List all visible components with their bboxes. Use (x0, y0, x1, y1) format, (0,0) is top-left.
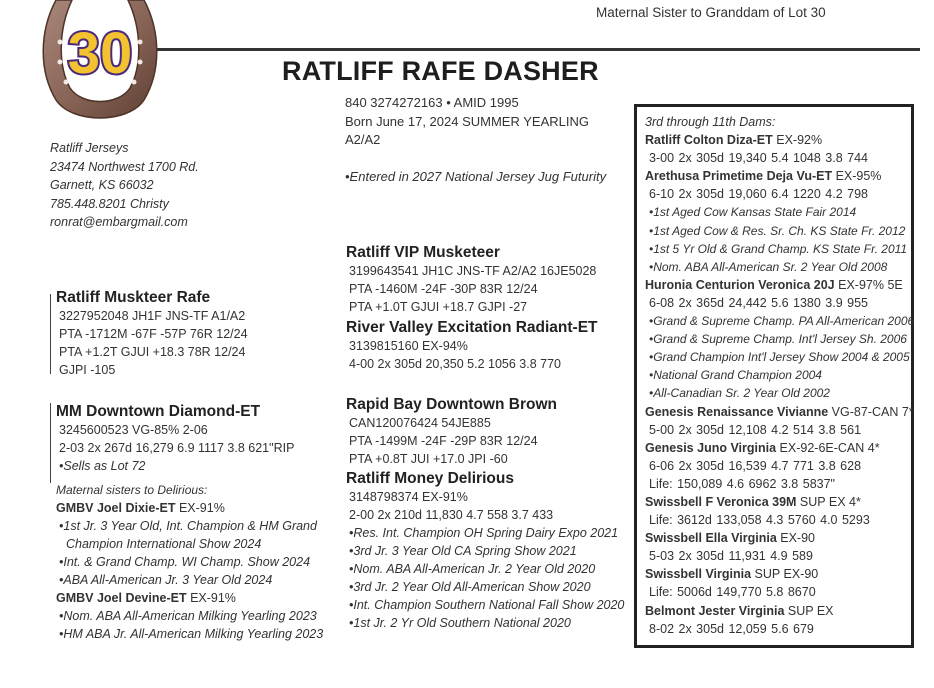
dams-list (645, 131, 915, 638)
dam-sire-name: Rapid Bay Downtown Brown (346, 396, 557, 413)
sire-sire-name: Ratliff VIP Musketeer (346, 244, 500, 261)
sire-sire-line: PTA +1.0T GJUI +18.7 GJPI -27 (349, 300, 528, 314)
sister-bullet: •1st Jr. 3 Year Old, Int. Champion & HM Grand (59, 519, 317, 533)
sire-dam-name: River Valley Excitation Radiant-ET (346, 319, 598, 336)
sire-line: 3227952048 JH1F JNS-TF A1/A2 (59, 309, 246, 323)
sister-name (56, 589, 323, 607)
dam-dam-bullet: •3rd Jr. 3 Year Old CA Spring Show 2021 (349, 544, 577, 558)
ancestor-dam-name-text: Ratliff Colton Diza-ET (645, 133, 773, 148)
sister-name-text: GMBV Joel Dixie-ET (56, 501, 176, 515)
top-note: Maternal Sister to Granddam of Lot 30 (596, 5, 826, 20)
sister-bullet: •Int. & Grand Champ. WI Champ. Show 2024 (59, 555, 311, 569)
breeder-address: 23474 Northwest 1700 Rd. (50, 159, 199, 174)
dam-dam-line: 2-00 2x 210d 11,830 4.7 558 3.7 433 (349, 508, 554, 522)
ancestor-dam-name-text: Huronia Centurion Veronica 20J (645, 277, 835, 292)
maternal-sisters-header: Maternal sisters to Delirious: (56, 483, 208, 497)
dam-sire-line: PTA -1499M -24F -29P 83R 12/24 (349, 434, 538, 448)
dam-sire-line: CAN120076424 54JE885 (349, 416, 491, 430)
breeder-email: ronrat@embargmail.com (50, 215, 188, 229)
lot-horseshoe-badge (38, 0, 162, 135)
sister-name (56, 499, 323, 517)
breeder-phone: 785.448.8201 Christy (50, 196, 169, 211)
ancestor-dam-name-text: Swissbell F Veronica 39M (645, 494, 797, 509)
animal-info (345, 94, 606, 186)
ancestor-dam-accolade: •Grand & Supreme Champ. Int'l Jersey Sh. 2006 (649, 332, 907, 347)
dams-box (634, 104, 914, 648)
sire-line: PTA +1.2T GJUI +18.3 78R 12/24 (59, 345, 246, 359)
birth-line: Born June 17, 2024 SUMMER YEARLING (345, 113, 589, 129)
ancestor-dam-record: Life: 150,089 4.6 6962 3.8 5837" (649, 476, 835, 491)
ancestor-dam-accolade: •National Grand Champion 2004 (649, 368, 822, 383)
dam-line: 2-03 2x 267d 16,279 6.9 1117 3.8 621"RIP (59, 441, 295, 455)
futurity-note: •Entered in 2027 National Jersey Jug Futurity (345, 168, 607, 184)
sire-bracket (50, 294, 51, 374)
ancestor-dam-accolade: •Nom. ABA All-American Sr. 2 Year Old 2008 (649, 259, 888, 274)
lot-number: 30 (67, 21, 133, 86)
ancestor-dam-record: 6-10 2x 305d 19,060 6.4 1220 4.2 798 (649, 187, 868, 202)
sister-classification: EX-91% (175, 501, 225, 515)
ancestor-dam-name (645, 529, 911, 547)
ancestor-dam-record: Life: 5006d 149,770 5.8 8670 (649, 585, 816, 600)
ancestor-dam-name (645, 565, 911, 583)
dam-dam-line: 3148798374 EX-91% (349, 490, 468, 504)
breeder-info (50, 139, 199, 232)
ancestor-dam-name-text: Swissbell Ella Virginia (645, 531, 777, 546)
ancestor-dam-classification: EX-92-6E-CAN 4* (776, 440, 880, 455)
dam-sire-line: PTA +0.8T JUI +17.0 JPI -60 (349, 452, 508, 466)
sire-line: PTA -1712M -67F -57P 76R 12/24 (59, 327, 248, 341)
sister-bullet: •Nom. ABA All-American Milking Yearling 2023 (59, 609, 317, 623)
ancestor-dam-classification: SUP EX (784, 603, 834, 618)
dam-line: 3245600523 VG-85% 2-06 (59, 423, 208, 437)
sire-block (56, 288, 248, 379)
ancestor-dam-name-text: Arethusa Primetime Deja Vu-ET (645, 169, 833, 184)
ancestor-dam-classification: EX-95% (832, 169, 882, 184)
ancestor-dam-record: 6-08 2x 365d 24,442 5.6 1380 3.9 955 (649, 295, 868, 310)
ancestor-dam-record: 3-00 2x 305d 19,340 5.4 1048 3.8 744 (649, 151, 868, 166)
beta-casein: A2/A2 (345, 132, 381, 147)
dam-dam-block (346, 469, 624, 632)
dam-dam-bullet: •Res. Int. Champion OH Spring Dairy Expo 2021 (349, 526, 619, 540)
sire-dam-line: 4-00 2x 305d 20,350 5.2 1056 3.8 770 (349, 357, 561, 371)
ancestor-dam-name-text: Belmont Jester Virginia (645, 603, 785, 618)
ancestor-dam-name (645, 602, 911, 620)
breeder-name: Ratliff Jerseys (50, 141, 129, 155)
sister-bullet: Champion International Show 2024 (66, 537, 262, 551)
dam-sire-block (346, 395, 557, 468)
dam-dam-bullet: •3rd Jr. 2 Year Old All-American Show 2020 (349, 580, 591, 594)
ancestor-dam-record: 6-06 2x 305d 16,539 4.7 771 3.8 628 (649, 458, 862, 473)
ancestor-dam-name (645, 131, 911, 149)
sire-dam-line: 3139815160 EX-94% (349, 339, 468, 353)
ancestor-dam-name-text: Swissbell Virginia (645, 567, 752, 582)
ancestor-dam-classification: EX-90 (776, 531, 815, 546)
sire-dam-block (346, 318, 598, 373)
ancestor-dam-name-text: Genesis Renaissance Vivianne (645, 404, 829, 419)
dam-bracket (50, 403, 51, 483)
ancestor-dam-record: Life: 3612d 133,058 4.3 5760 4.0 5293 (649, 513, 870, 528)
dam-dam-bullet: •Nom. ABA All-American Jr. 2 Year Old 2020 (349, 562, 596, 576)
dam-dam-bullet: •Int. Champion Southern National Fall Show 2020 (349, 598, 625, 612)
ancestor-dam-classification: EX-92% (772, 133, 823, 148)
sister-bullet: •ABA All-American Jr. 3 Year Old 2024 (59, 573, 273, 587)
sire-name: Ratliff Muskteer Rafe (56, 289, 211, 306)
ancestor-dam-classification: VG-87-CAN 7* (828, 404, 914, 419)
dam-name: MM Downtown Diamond-ET (56, 403, 261, 420)
animal-name: RATLIFF RAFE DASHER (282, 56, 599, 86)
sire-sire-line: PTA -1460M -24F -30P 83R 12/24 (349, 282, 538, 296)
header-rule (152, 48, 920, 51)
ancestor-dam-name (645, 403, 914, 421)
ancestor-dam-record: 8-02 2x 305d 12,059 5.6 679 (649, 621, 814, 636)
registration-line: 840 3274272163 • AMID 1995 (345, 95, 519, 110)
ancestor-dam-accolade: •1st Aged Cow & Res. Sr. Ch. KS State Fr. 2012 (649, 223, 906, 238)
dam-block (56, 402, 323, 643)
sister-bullet: •HM ABA Jr. All-American Milking Yearling 2023 (59, 627, 324, 641)
dam-note: •Sells as Lot 72 (59, 459, 146, 473)
ancestor-dam-name (645, 276, 911, 294)
ancestor-dam-record: 5-03 2x 305d 11,931 4.9 589 (649, 549, 813, 564)
breeder-city: Garnett, KS 66032 (50, 178, 154, 192)
ancestor-dam-name (645, 493, 911, 511)
sire-line: GJPI -105 (59, 363, 116, 377)
ancestor-dam-name-text: Genesis Juno Virginia (645, 440, 777, 455)
ancestor-dam-name (645, 167, 911, 185)
dam-dam-name: Ratliff Money Delirious (346, 470, 514, 487)
sister-classification: EX-91% (186, 591, 236, 605)
dam-dam-bullet: •1st Jr. 2 Yr Old Southern National 2020 (349, 616, 571, 630)
ancestor-dam-record: 5-00 2x 305d 12,108 4.2 514 3.8 561 (649, 422, 862, 437)
ancestor-dam-accolade: •1st 5 Yr Old & Grand Champ. KS State Fr. 2011 (649, 241, 908, 256)
ancestor-dam-accolade: •Grand & Supreme Champ. PA All-American 2006 (649, 314, 915, 329)
horseshoe-icon (38, 0, 162, 130)
ancestor-dam-classification: SUP EX-90 (751, 567, 819, 582)
ancestor-dam-accolade: •All-Canadian Sr. 2 Year Old 2002 (649, 386, 830, 401)
sire-sire-line: 3199643541 JH1C JNS-TF A2/A2 16JE5028 (349, 264, 597, 278)
ancestor-dam-classification: EX-97% 5E (834, 277, 903, 292)
ancestor-dam-classification: SUP EX 4* (796, 494, 861, 509)
ancestor-dam-accolade: •Grand Champion Int'l Jersey Show 2004 & 2005 (649, 350, 910, 365)
ancestor-dam-accolade: •1st Aged Cow Kansas State Fair 2014 (649, 205, 857, 220)
dams-box-header: 3rd through 11th Dams: (645, 115, 776, 129)
sire-sire-block (346, 243, 596, 316)
ancestor-dam-name (645, 439, 911, 457)
sister-name-text: GMBV Joel Devine-ET (56, 591, 187, 605)
